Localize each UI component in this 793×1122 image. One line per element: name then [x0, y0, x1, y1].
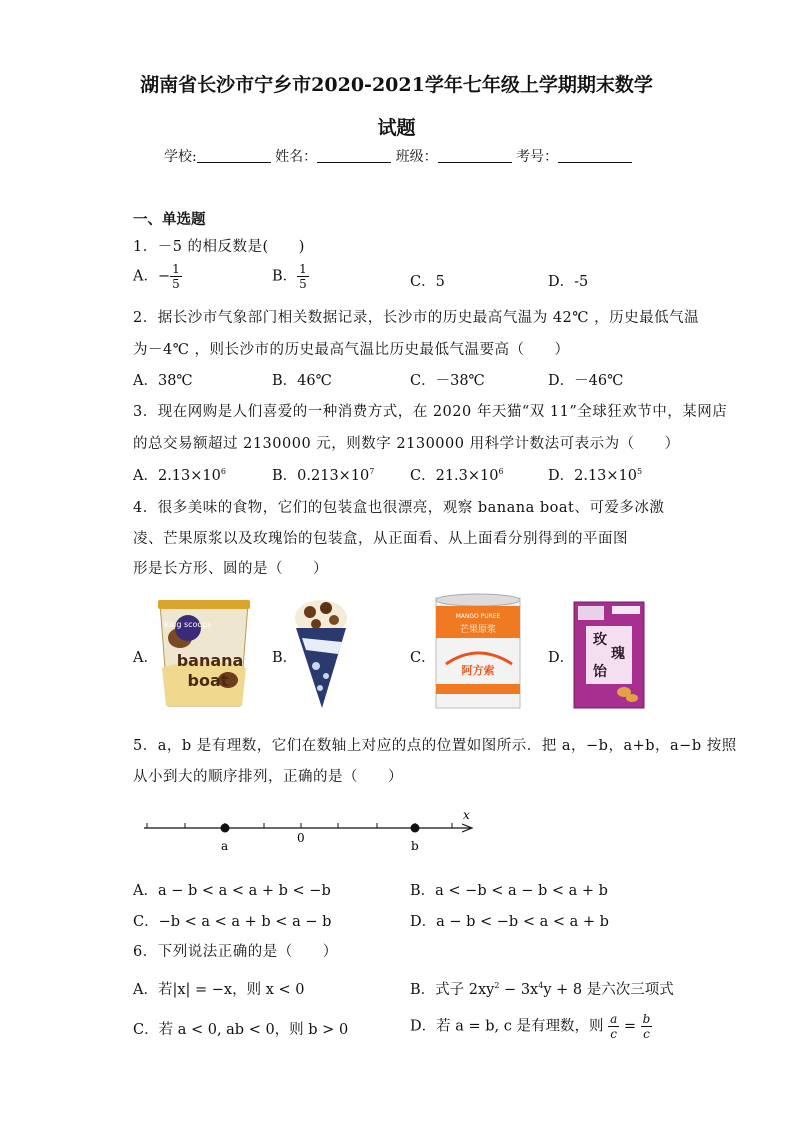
page-title: 湖南省长沙市宁乡市2020-2021学年七年级上学期期末数学 [140, 74, 653, 96]
q4-option-c[interactable]: C． [410, 650, 436, 666]
product-word-2: boat [187, 671, 229, 690]
exam-no-label: 考号： [516, 149, 559, 165]
section-heading: 一、单选题 [133, 211, 206, 228]
q3-option-c[interactable] [410, 464, 504, 485]
question-5-line1: 5．a，b 是有理数，它们在数轴上对应的点的位置如图所示．把 a，−b，a+b，a−b 按照 [133, 738, 737, 754]
denominator: c [643, 1027, 650, 1041]
q6-option-c[interactable]: C．若 a < 0, ab < 0，则 b > 0 [133, 1022, 349, 1038]
numerator: a [610, 1012, 618, 1026]
brand-label: MANGO PUREE [455, 613, 501, 620]
point-b [411, 824, 420, 833]
question-3-line2: 的总交易额超过 2130000 元，则数字 2130000 用科学计数法可表示为（ ） [133, 436, 680, 452]
school-blank[interactable] [197, 148, 271, 163]
q3-option-b[interactable] [272, 464, 374, 485]
brand-cn-label: 阿方索 [461, 664, 495, 677]
option-text: D．2.13×10 [548, 468, 638, 484]
page-title-line2: 试题 [377, 117, 416, 139]
q6-option-b[interactable] [410, 978, 674, 999]
exponent: 6 [220, 467, 226, 476]
box-char-1: 玫 [593, 632, 607, 648]
q6-option-d[interactable] [410, 1012, 652, 1041]
q5-option-c[interactable]: C．−b < a < a + b < a − b [133, 914, 332, 930]
option-text: − 3x [499, 982, 539, 998]
exam-no-blank[interactable] [558, 148, 632, 163]
denominator: 5 [172, 277, 180, 291]
minus-sign: − [157, 268, 171, 285]
fraction [641, 1012, 653, 1041]
q4-option-a[interactable]: A． [133, 650, 158, 666]
q1-option-d[interactable]: D．-5 [548, 274, 589, 290]
question-1: 1．－5 的相反数是( ) [133, 239, 305, 255]
q2-option-c[interactable]: C．－38℃ [410, 373, 485, 389]
name-label: 姓名： [275, 149, 318, 165]
option-text: B．式子 2xy [410, 982, 495, 998]
point-a [221, 824, 230, 833]
option-text: D．若 a = b, c 是有理数，则 [410, 1018, 609, 1035]
q1-option-a[interactable] [133, 262, 182, 291]
denominator: c [610, 1027, 618, 1041]
q3-option-a[interactable] [133, 464, 226, 485]
rose-candy-box-image [572, 600, 646, 710]
q2-option-a[interactable]: A．38℃ [133, 373, 193, 389]
fraction [608, 1012, 619, 1041]
class-blank[interactable] [438, 148, 512, 163]
q4-option-d[interactable]: D． [548, 650, 575, 666]
question-4-line2: 凌、芒果原浆以及玫瑰饴的包装盒，从正面看、从上面看分别得到的平面图 [133, 531, 628, 547]
q4-option-b[interactable]: B． [272, 650, 298, 666]
question-6: 6．下列说法正确的是（ ） [133, 944, 338, 960]
q5-option-a[interactable]: A．a − b < a < a + b < −b [133, 883, 331, 899]
question-3-line1: 3．现在网购是人们喜爱的一种消费方式，在 2020 年天猫“双 11”全球狂欢节中，某网店 [133, 404, 728, 420]
equals-sign: = [619, 1018, 641, 1035]
option-text: y + 8 是六次三项式 [543, 982, 674, 998]
label-zero: 0 [297, 831, 305, 845]
product-word-1: banana [176, 651, 244, 670]
box-char-3: 饴 [593, 664, 607, 680]
name-blank[interactable] [317, 148, 391, 163]
exponent: 2 [494, 981, 500, 990]
label-a: a [221, 839, 229, 853]
q5-option-b[interactable]: B．a < −b < a − b < a + b [410, 883, 608, 899]
brand-logo: king scoops [164, 620, 212, 629]
exponent: 5 [637, 467, 643, 476]
mango-puree-can-image [432, 592, 524, 714]
q6-option-a[interactable]: A．若|x| = −x，则 x < 0 [133, 982, 305, 998]
q2-option-b[interactable]: B．46℃ [272, 373, 332, 389]
denominator: 5 [299, 277, 307, 291]
fraction [297, 262, 309, 291]
school-label: 学校: [164, 149, 197, 165]
q3-option-d[interactable] [548, 464, 642, 485]
fraction [170, 262, 182, 291]
option-text: C．21.3×10 [410, 468, 499, 484]
numerator: 1 [172, 262, 180, 276]
question-2-line2: 为－4℃ ，则长沙市的历史最高气温比历史最低气温要高（ ） [133, 342, 570, 358]
ice-cream-cone-image [292, 596, 350, 710]
option-label: A． [133, 268, 158, 285]
number-line-figure [140, 808, 480, 858]
question-2-line1: 2．据长沙市气象部门相关数据记录，长沙市的历史最高气温为 42℃ ，历史最低气温 [133, 310, 700, 326]
box-char-2: 瑰 [611, 646, 625, 662]
option-label: B． [272, 268, 298, 285]
numerator: 1 [299, 262, 307, 276]
question-4-line1: 4．很多美味的食物，它们的包装盒也很漂亮，观察 banana boat、可爱多冰激 [133, 500, 665, 516]
tick-marks [147, 823, 452, 828]
exponent: 6 [498, 467, 504, 476]
exponent: 4 [538, 981, 544, 990]
axis-x-label: x [463, 808, 470, 822]
student-info-line [164, 146, 632, 166]
q1-option-b[interactable] [272, 262, 309, 291]
option-text: B．0.213×10 [272, 468, 370, 484]
exponent: 7 [369, 467, 375, 476]
numerator: b [642, 1012, 651, 1026]
label-b: b [411, 839, 419, 853]
question-4-line3: 形是长方形、圆的是（ ） [133, 561, 328, 577]
class-label: 班级： [395, 149, 438, 165]
banana-boat-tub-image [158, 598, 250, 710]
q1-option-c[interactable]: C．5 [410, 274, 445, 290]
product-cn-label: 芒果原浆 [459, 625, 497, 635]
question-5-line2: 从小到大的顺序排列，正确的是（ ） [133, 769, 403, 785]
q5-option-d[interactable]: D．a − b < −b < a < a + b [410, 914, 609, 930]
option-text: A．2.13×10 [133, 468, 221, 484]
q2-option-d[interactable]: D．－46℃ [548, 373, 624, 389]
